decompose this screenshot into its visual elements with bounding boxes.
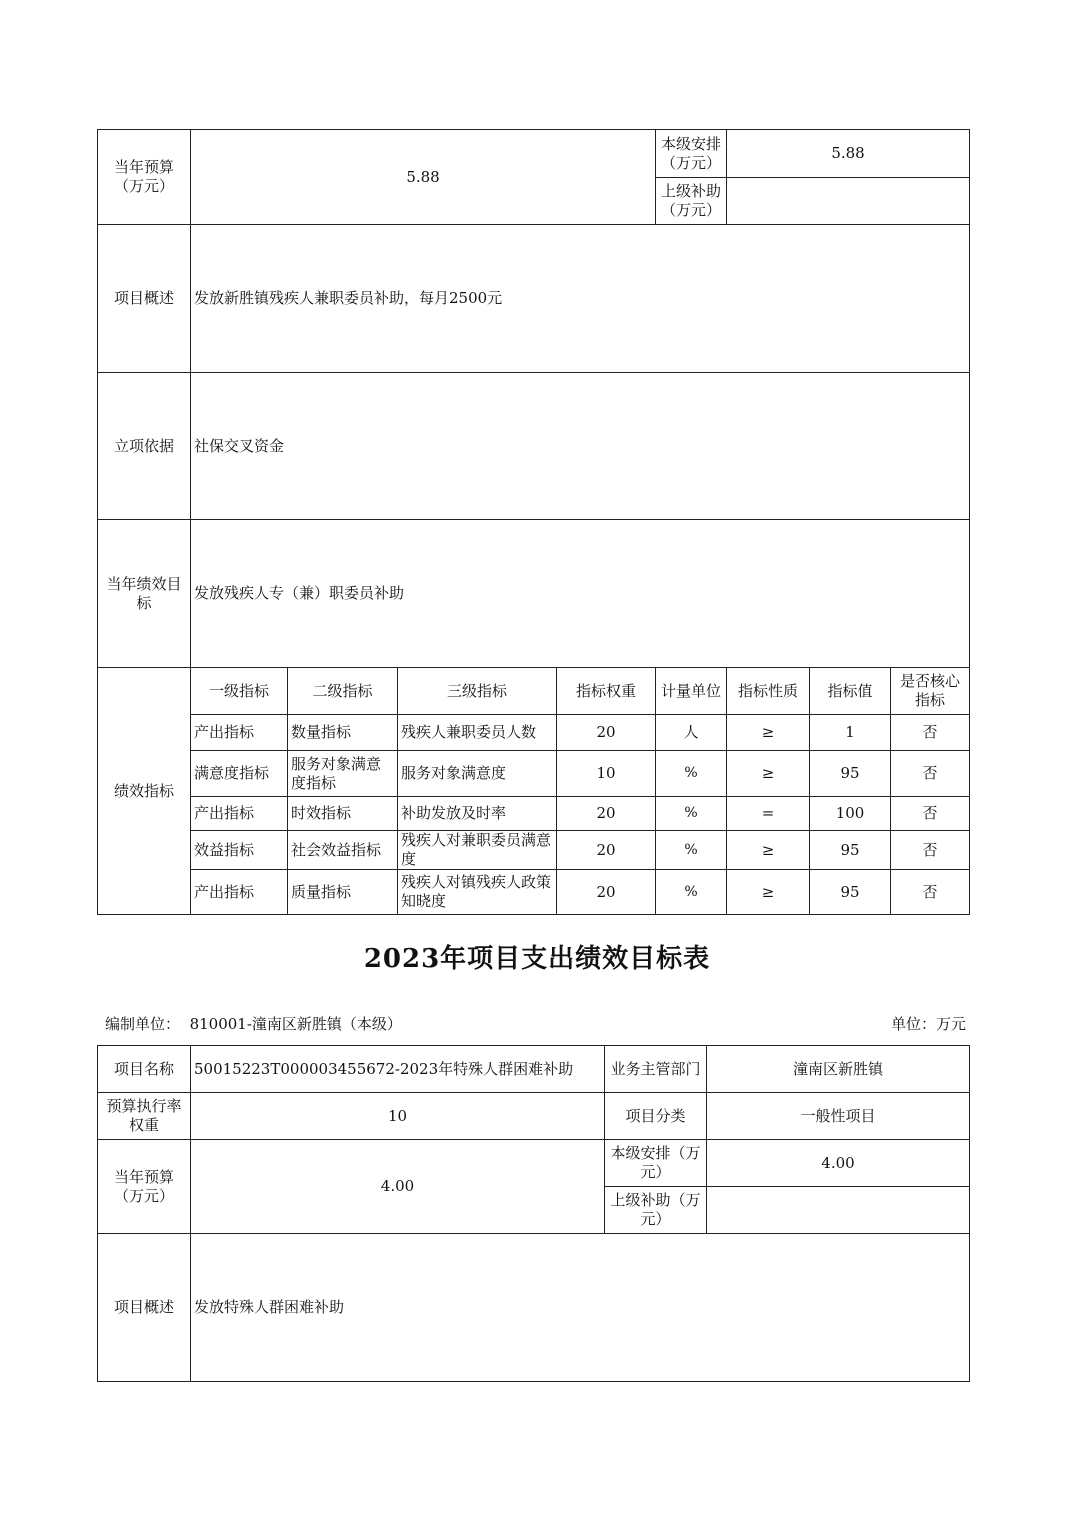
cell-nature: ≥ [727, 715, 810, 751]
header-core: 是否核心指标 [891, 668, 970, 715]
cell-weight: 10 [557, 751, 656, 797]
performance-table-1 [97, 129, 970, 915]
cell-unit: % [656, 870, 727, 915]
cell-value: 95 [810, 831, 891, 870]
budget-total-value: 4.00 [191, 1140, 605, 1234]
cell-level3: 残疾人对兼职委员满意度 [398, 831, 557, 870]
project-name-label: 项目名称 [98, 1046, 191, 1093]
upper-subsidy-value [707, 1187, 970, 1234]
header-level3: 三级指标 [398, 668, 557, 715]
project-name-value: 50015223T000003455672-2023年特殊人群困难补助 [191, 1046, 605, 1093]
annual-goal-value: 发放残疾人专（兼）职委员补助 [191, 520, 970, 668]
dept-value: 潼南区新胜镇 [707, 1046, 970, 1093]
header-value: 指标值 [810, 668, 891, 715]
local-arrangement-label: 本级安排（万元） [605, 1140, 707, 1187]
cell-level1: 效益指标 [191, 831, 288, 870]
indicator-row [98, 715, 970, 751]
cell-level2: 服务对象满意度指标 [288, 751, 398, 797]
cell-value: 100 [810, 797, 891, 831]
overview-value: 发放新胜镇残疾人兼职委员补助，每月2500元 [191, 225, 970, 373]
cell-core: 否 [891, 831, 970, 870]
upper-subsidy-value [727, 178, 970, 225]
cell-value: 95 [810, 751, 891, 797]
category-value: 一般性项目 [707, 1093, 970, 1140]
org-label: 编制单位： [105, 1015, 181, 1033]
annual-goal-label: 当年绩效目标 [98, 520, 191, 668]
local-arrangement-value: 4.00 [707, 1140, 970, 1187]
overview-label: 项目概述 [98, 1234, 191, 1382]
cell-level1: 产出指标 [191, 870, 288, 915]
cell-level1: 满意度指标 [191, 751, 288, 797]
category-label: 项目分类 [605, 1093, 707, 1140]
performance-table-2 [97, 1045, 970, 1382]
cell-nature: ≥ [727, 751, 810, 797]
cell-weight: 20 [557, 831, 656, 870]
org-info [105, 1013, 402, 1034]
cell-nature: ≥ [727, 870, 810, 915]
overview-value: 发放特殊人群困难补助 [191, 1234, 970, 1382]
indicator-row [98, 870, 970, 915]
local-arrangement-label: 本级安排（万元） [656, 130, 727, 178]
cell-value: 95 [810, 870, 891, 915]
header-level1: 一级指标 [191, 668, 288, 715]
cell-level3: 服务对象满意度 [398, 751, 557, 797]
cell-unit: % [656, 831, 727, 870]
upper-subsidy-label: 上级补助（万元） [605, 1187, 707, 1234]
budget-total-value: 5.88 [191, 130, 656, 225]
header-unit: 计量单位 [656, 668, 727, 715]
cell-level2: 时效指标 [288, 797, 398, 831]
basis-value: 社保交叉资金 [191, 373, 970, 520]
cell-core: 否 [891, 751, 970, 797]
indicator-row [98, 797, 970, 831]
unit-info: 单位：万元 [890, 1015, 966, 1033]
page-title: 2023年项目支出绩效目标表 [363, 944, 711, 974]
execution-rate-label: 预算执行率权重 [98, 1093, 191, 1140]
indicator-row [98, 831, 970, 870]
cell-core: 否 [891, 715, 970, 751]
cell-level1: 产出指标 [191, 797, 288, 831]
cell-level2: 社会效益指标 [288, 831, 398, 870]
indicators-label: 绩效指标 [98, 668, 191, 915]
cell-unit: % [656, 797, 727, 831]
cell-core: 否 [891, 870, 970, 915]
cell-level3: 残疾人对镇残疾人政策知晓度 [398, 870, 557, 915]
budget-label: 当年预算（万元） [98, 130, 191, 225]
upper-subsidy-label: 上级补助（万元） [656, 178, 727, 225]
overview-label: 项目概述 [98, 225, 191, 373]
indicator-row [98, 751, 970, 797]
cell-level3: 残疾人兼职委员人数 [398, 715, 557, 751]
cell-value: 1 [810, 715, 891, 751]
cell-level1: 产出指标 [191, 715, 288, 751]
header-nature: 指标性质 [727, 668, 810, 715]
cell-core: 否 [891, 797, 970, 831]
header-weight: 指标权重 [557, 668, 656, 715]
cell-unit: % [656, 751, 727, 797]
basis-label: 立项依据 [98, 373, 191, 520]
cell-nature: ≥ [727, 831, 810, 870]
cell-weight: 20 [557, 870, 656, 915]
local-arrangement-value: 5.88 [727, 130, 970, 178]
cell-level2: 质量指标 [288, 870, 398, 915]
execution-rate-value: 10 [191, 1093, 605, 1140]
cell-weight: 20 [557, 797, 656, 831]
cell-level2: 数量指标 [288, 715, 398, 751]
cell-weight: 20 [557, 715, 656, 751]
cell-unit: 人 [656, 715, 727, 751]
cell-nature: = [727, 797, 810, 831]
budget-label: 当年预算（万元） [98, 1140, 191, 1234]
cell-level3: 补助发放及时率 [398, 797, 557, 831]
dept-label: 业务主管部门 [605, 1046, 707, 1093]
header-level2: 二级指标 [288, 668, 398, 715]
org-value: 810001-潼南区新胜镇（本级） [189, 1015, 402, 1033]
